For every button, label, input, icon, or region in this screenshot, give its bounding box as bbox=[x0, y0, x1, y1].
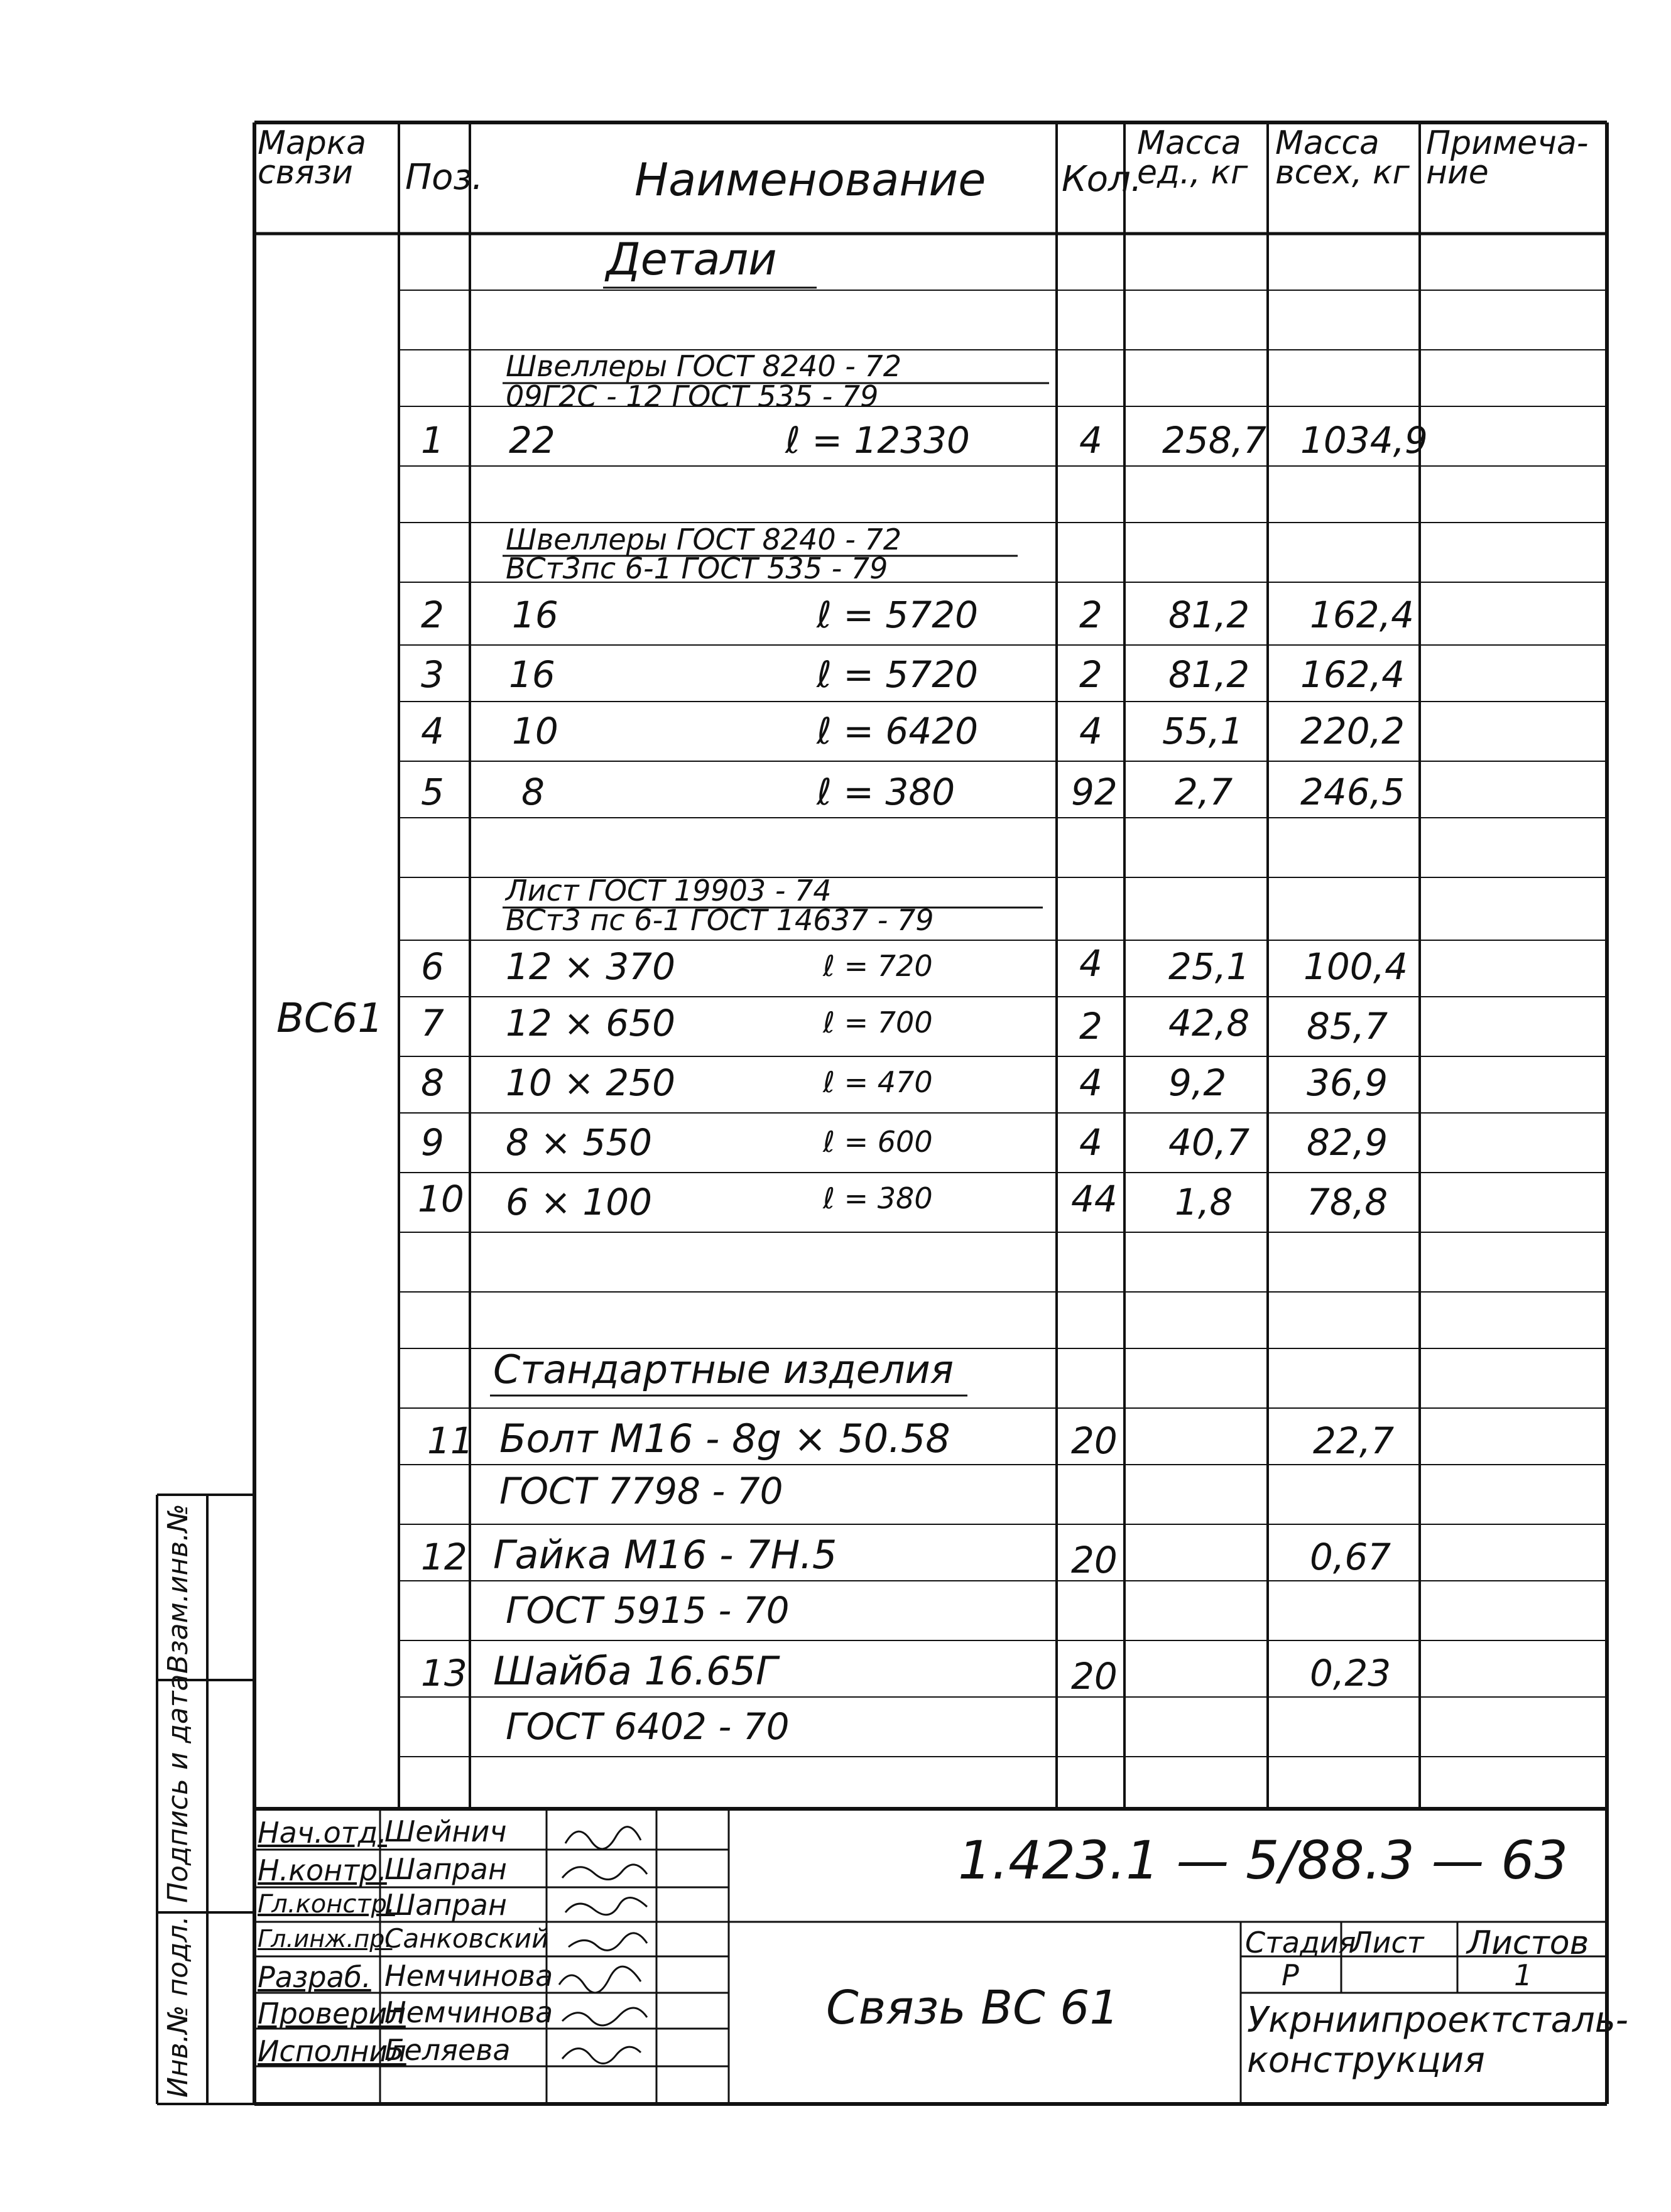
row-mass-unit: 258,7 bbox=[1162, 419, 1267, 462]
row-qty: 2 bbox=[1079, 594, 1102, 636]
row-mass-total: 1034,9 bbox=[1300, 419, 1428, 462]
header-name: Наименование bbox=[634, 153, 986, 206]
row-pos: 8 bbox=[421, 1061, 444, 1104]
std-total: 22,7 bbox=[1313, 1419, 1395, 1462]
row-size: 16 bbox=[512, 594, 558, 636]
role-label: Нач.отд. bbox=[258, 1816, 387, 1850]
group-2-line-1: Швеллеры ГОСТ 8240 - 72 bbox=[506, 523, 901, 556]
row-length: ℓ = 6420 bbox=[817, 710, 979, 752]
group-1-line-1: Швеллеры ГОСТ 8240 - 72 bbox=[506, 349, 901, 383]
row-qty: 4 bbox=[1079, 1061, 1102, 1104]
person-name: Шейнич bbox=[384, 1814, 507, 1848]
role-label: Н.контр. bbox=[258, 1853, 387, 1887]
row-pos: 6 bbox=[421, 945, 444, 988]
header-mass-unit: Масса ед., кг bbox=[1137, 124, 1248, 192]
person-name: Шапран bbox=[384, 1852, 507, 1886]
role-label: Исполнил bbox=[258, 2034, 406, 2068]
row-mass-unit: 2,7 bbox=[1175, 771, 1233, 813]
std-total: 0,23 bbox=[1310, 1652, 1391, 1694]
row-size: 10 × 250 bbox=[506, 1061, 675, 1104]
row-size: 12 × 370 bbox=[506, 945, 675, 988]
std-gost: ГОСТ 6402 - 70 bbox=[506, 1705, 790, 1748]
row-mass-unit: 9,2 bbox=[1168, 1061, 1227, 1104]
row-size: 10 bbox=[512, 710, 558, 752]
row-qty: 44 bbox=[1071, 1178, 1118, 1220]
std-qty: 20 bbox=[1071, 1419, 1118, 1462]
row-mass-total: 36,9 bbox=[1307, 1061, 1388, 1104]
row-pos: 4 bbox=[421, 710, 444, 752]
row-qty: 4 bbox=[1079, 942, 1102, 985]
person-name: Шапран bbox=[384, 1888, 507, 1922]
marka-value: ВС61 bbox=[276, 995, 384, 1042]
row-mass-unit: 81,2 bbox=[1168, 653, 1250, 696]
row-qty: 4 bbox=[1079, 710, 1102, 752]
row-mass-unit: 25,1 bbox=[1168, 945, 1250, 988]
row-size: 8 bbox=[521, 771, 545, 813]
row-mass-unit: 1,8 bbox=[1175, 1181, 1233, 1223]
row-size: 8 × 550 bbox=[506, 1121, 653, 1164]
row-pos: 7 bbox=[421, 1002, 444, 1044]
person-name: Немчинова bbox=[384, 1995, 553, 2029]
row-mass-total: 162,4 bbox=[1300, 653, 1405, 696]
row-length: ℓ = 600 bbox=[823, 1125, 933, 1159]
row-length: ℓ = 12330 bbox=[785, 419, 970, 462]
row-pos: 2 bbox=[421, 594, 444, 636]
role-label: Гл.инж.пр. bbox=[258, 1925, 393, 1953]
header-poz: Поз. bbox=[405, 157, 483, 198]
role-label: Гл.констр. bbox=[258, 1890, 395, 1919]
stage-value: Р bbox=[1282, 1958, 1299, 1992]
section-details: Детали bbox=[606, 234, 777, 285]
row-size: 12 × 650 bbox=[506, 1002, 675, 1044]
row-pos: 1 bbox=[421, 419, 444, 462]
row-length: ℓ = 380 bbox=[817, 771, 955, 813]
std-gost: ГОСТ 7798 - 70 bbox=[499, 1470, 783, 1512]
row-pos: 3 bbox=[421, 653, 444, 696]
row-size: 22 bbox=[509, 419, 555, 462]
row-mass-unit: 55,1 bbox=[1162, 710, 1244, 752]
side-inv-podl: Инв.№ подл. bbox=[162, 1916, 194, 2098]
row-mass-total: 78,8 bbox=[1307, 1181, 1388, 1223]
row-mass-unit: 40,7 bbox=[1168, 1121, 1250, 1164]
row-mass-total: 100,4 bbox=[1304, 945, 1408, 988]
header-marka: Марка связи bbox=[258, 124, 367, 192]
sheet-value: 1 bbox=[1514, 1958, 1533, 1992]
row-length: ℓ = 720 bbox=[823, 949, 933, 983]
group-3-line-1: Лист ГОСТ 19903 - 74 bbox=[506, 874, 832, 908]
row-length: ℓ = 380 bbox=[823, 1181, 933, 1215]
row-mass-unit: 42,8 bbox=[1168, 1002, 1250, 1044]
row-length: ℓ = 700 bbox=[823, 1006, 933, 1039]
role-label: Разраб. bbox=[258, 1960, 371, 1994]
std-name: Шайба 16.65Г bbox=[493, 1648, 778, 1694]
std-name: Болт М16 - 8g × 50.58 bbox=[499, 1416, 950, 1461]
group-3-line-2: ВСт3 пс 6-1 ГОСТ 14637 - 79 bbox=[506, 903, 934, 937]
document-code: 1.423.1 — 5/88.3 — 63 bbox=[958, 1830, 1569, 1891]
row-length: ℓ = 5720 bbox=[817, 653, 979, 696]
row-qty: 92 bbox=[1071, 771, 1118, 813]
person-name: Санковский bbox=[384, 1923, 549, 1954]
row-mass-total: 246,5 bbox=[1300, 771, 1405, 813]
row-qty: 4 bbox=[1079, 1121, 1102, 1164]
sheets-label: Листов bbox=[1467, 1924, 1589, 1962]
std-name: Гайка М16 - 7Н.5 bbox=[493, 1532, 837, 1578]
row-qty: 2 bbox=[1079, 653, 1102, 696]
row-size: 6 × 100 bbox=[506, 1181, 653, 1223]
row-pos: 9 bbox=[421, 1121, 444, 1164]
row-mass-total: 220,2 bbox=[1300, 710, 1405, 752]
row-pos: 10 bbox=[418, 1178, 464, 1220]
row-mass-unit: 81,2 bbox=[1168, 594, 1250, 636]
side-vzam-inv: Взам.инв.№ bbox=[162, 1504, 194, 1674]
std-pos: 13 bbox=[421, 1652, 467, 1694]
drawing-title: Связь ВС 61 bbox=[826, 1981, 1119, 2035]
row-length: ℓ = 5720 bbox=[817, 594, 979, 636]
role-label: Проверил bbox=[258, 1997, 406, 2030]
header-note: Примеча- ние bbox=[1426, 124, 1589, 192]
row-length: ℓ = 470 bbox=[823, 1065, 933, 1099]
std-pos: 12 bbox=[421, 1536, 467, 1578]
row-size: 16 bbox=[509, 653, 555, 696]
sheet-label: Лист bbox=[1351, 1926, 1424, 1960]
organization-name: Укрниипроектсталь- конструкция bbox=[1247, 2000, 1628, 2081]
std-pos: 11 bbox=[427, 1419, 474, 1462]
std-qty: 20 bbox=[1071, 1539, 1118, 1581]
row-qty: 4 bbox=[1079, 419, 1102, 462]
stage-label: Стадия bbox=[1245, 1926, 1356, 1960]
group-1-line-2: 09Г2С - 12 ГОСТ 535 - 79 bbox=[506, 379, 879, 413]
row-mass-total: 162,4 bbox=[1310, 594, 1415, 636]
std-gost: ГОСТ 5915 - 70 bbox=[506, 1589, 790, 1632]
person-name: Беляева bbox=[384, 2033, 511, 2067]
std-qty: 20 bbox=[1071, 1655, 1118, 1698]
std-total: 0,67 bbox=[1310, 1536, 1391, 1578]
row-mass-total: 82,9 bbox=[1307, 1121, 1388, 1164]
group-2-line-2: ВСт3пс 6-1 ГОСТ 535 - 79 bbox=[506, 551, 888, 585]
header-mass-total: Масса всех, кг bbox=[1275, 124, 1410, 192]
person-name: Немчинова bbox=[384, 1959, 553, 1993]
row-qty: 2 bbox=[1079, 1005, 1102, 1048]
row-mass-total: 85,7 bbox=[1307, 1005, 1388, 1048]
side-podpis-data: Подпись и дата bbox=[162, 1674, 194, 1903]
section-standard: Стандартные изделия bbox=[493, 1347, 954, 1392]
row-pos: 5 bbox=[421, 771, 444, 813]
header-kol: Кол. bbox=[1062, 159, 1142, 200]
